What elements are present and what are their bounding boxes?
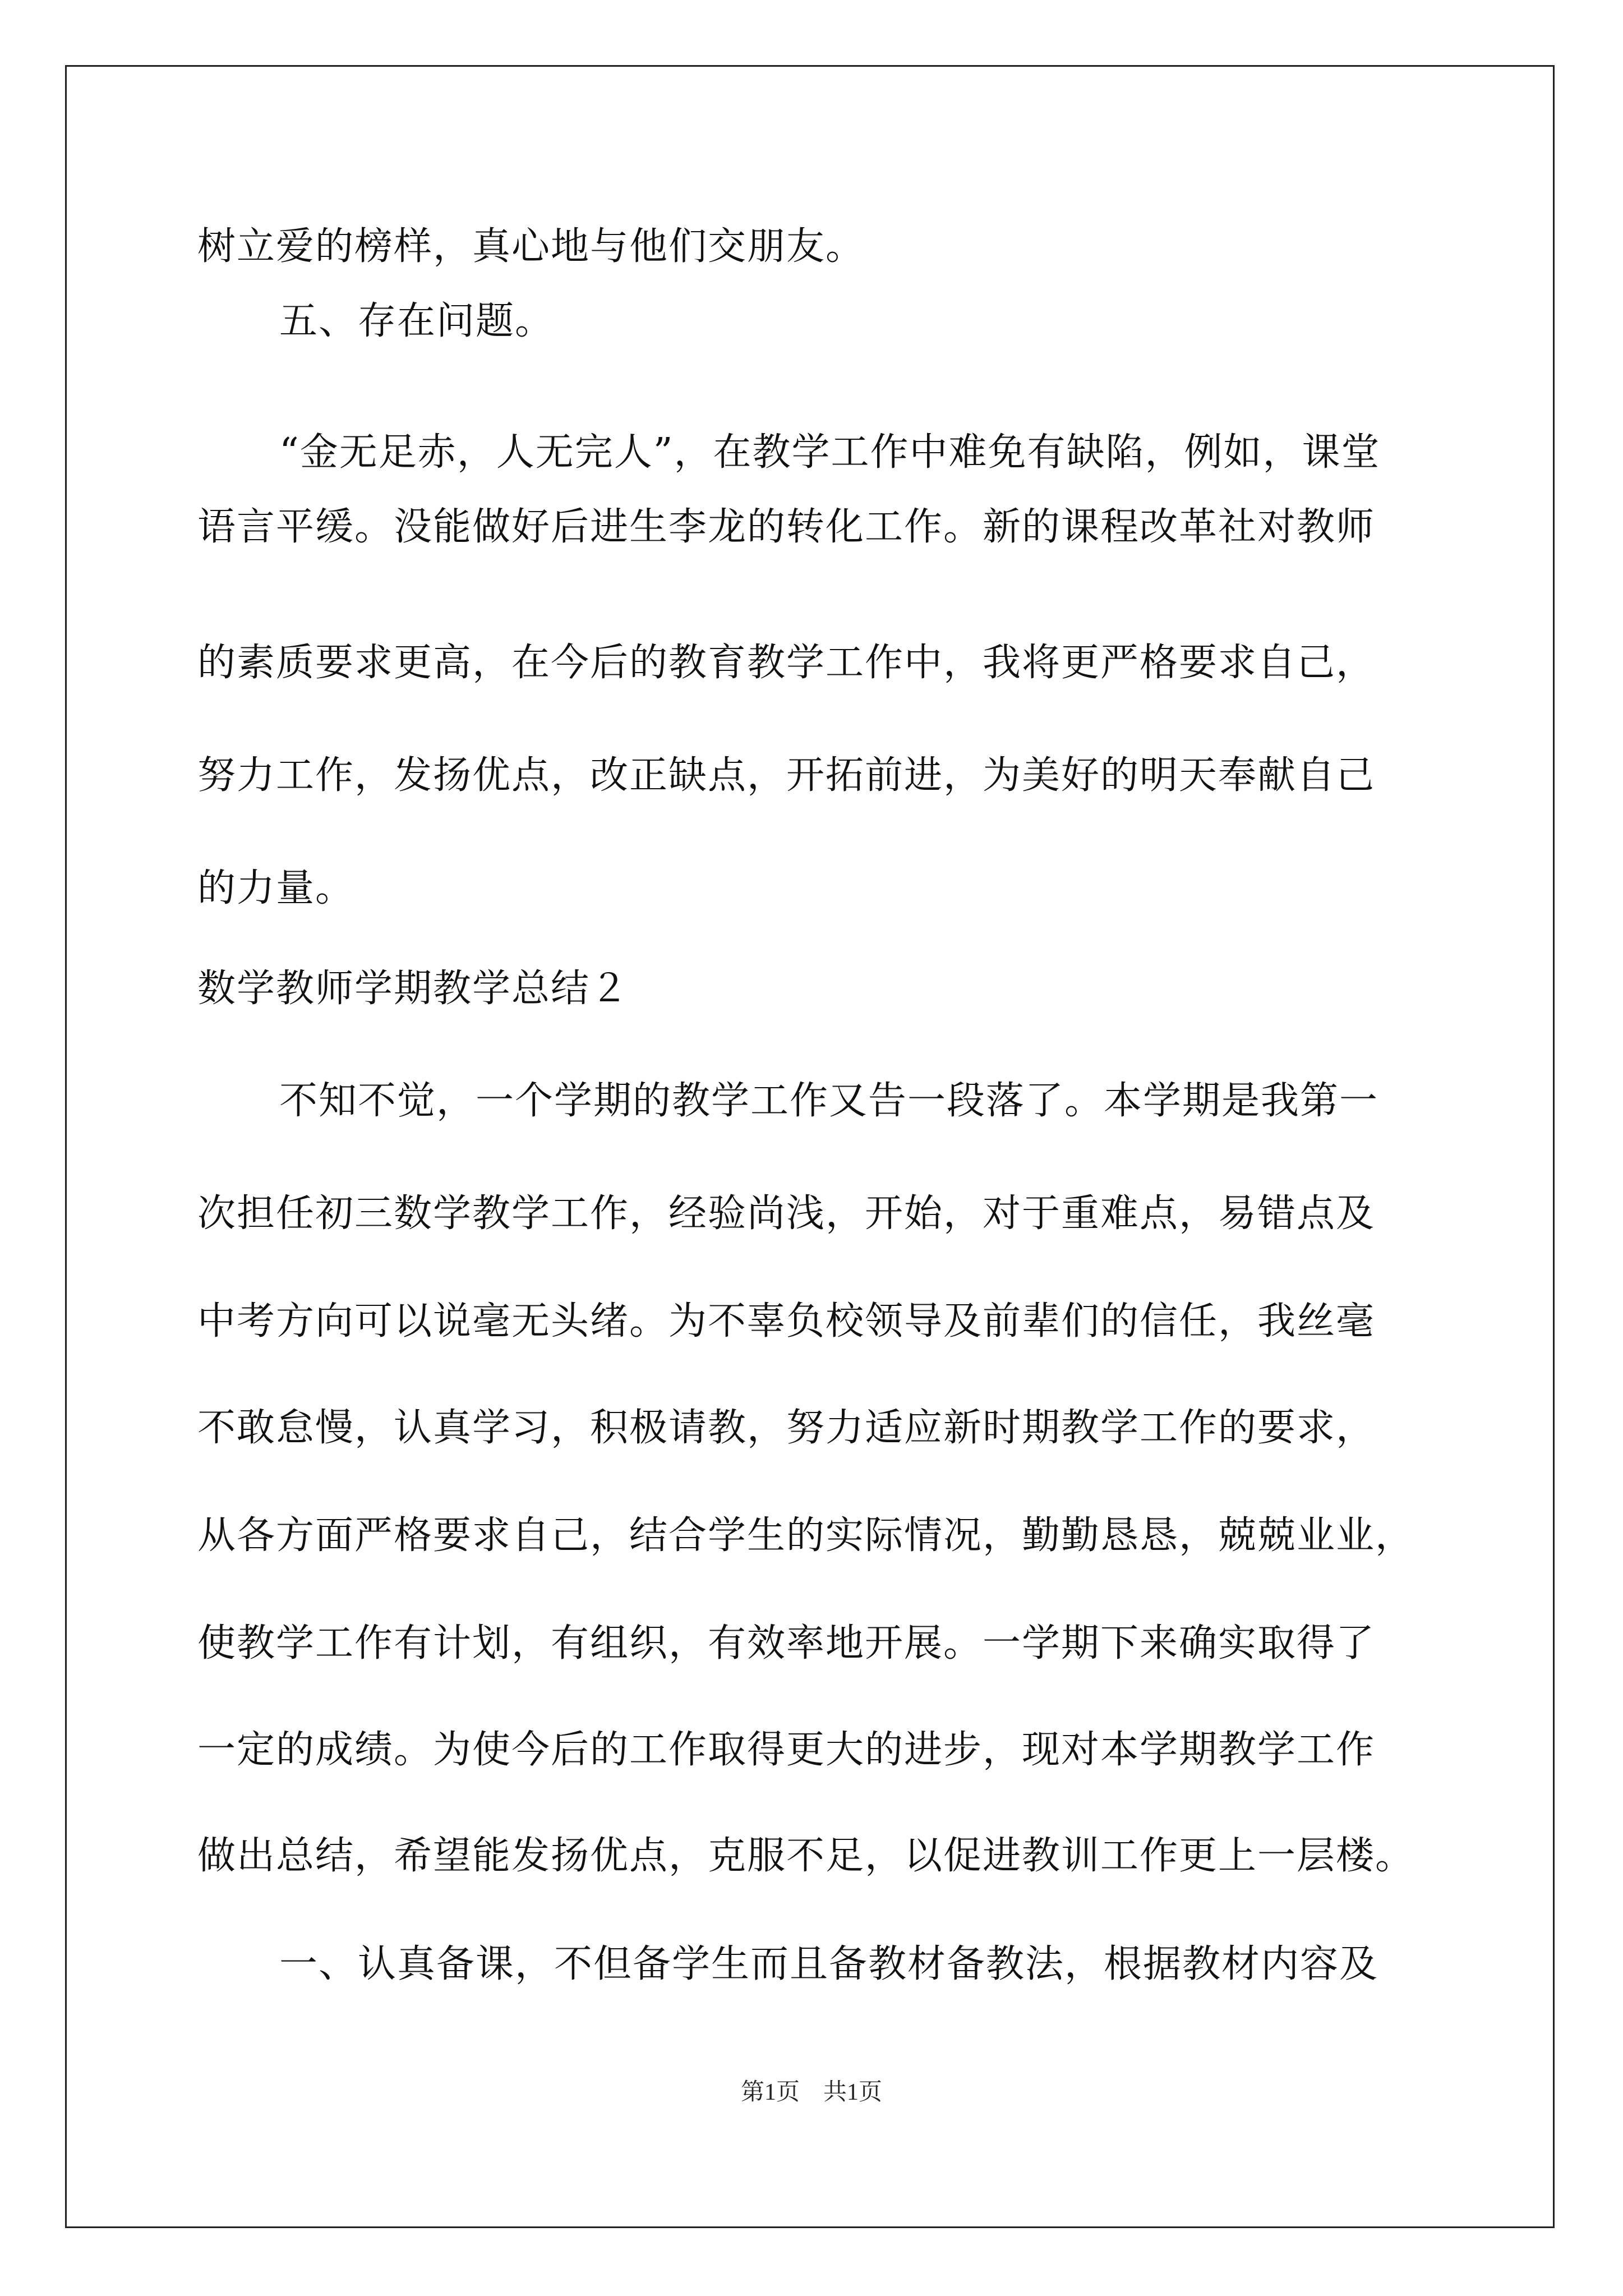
paragraph-line: 次担任初三数学教学工作，经验尚浅，开始，对于重难点，易错点及 [197,1191,1376,1236]
section-heading-problems: 五、存在问题。 [279,299,555,343]
paragraph-line: 一、认真备课，不但备学生而且备教材备教法，根据教材内容及 [279,1942,1379,1986]
paragraph-line: 的力量。 [197,866,355,910]
page-border [65,65,1555,2228]
paragraph-line: 不敢怠慢，认真学习，积极请教，努力适应新时期教学工作的要求， [197,1406,1376,1450]
paragraph-line: 做出总结，希望能发扬优点，克服不足，以促进教训工作更上一层楼。 [197,1834,1415,1878]
paragraph-line: 一定的成绩。为使今后的工作取得更大的进步，现对本学期教学工作 [197,1728,1376,1772]
paragraph-line: 努力工作，发扬优点，改正缺点，开拓前进，为美好的明天奉献自己 [197,753,1376,798]
page-number-footer: 第1页 共1页 [740,2079,882,2105]
paragraph-line: 树立爱的榜样，真心地与他们交朋友。 [197,224,865,269]
paragraph-line: 使教学工作有计划，有组织，有效率地开展。一学期下来确实取得了 [197,1621,1376,1665]
paragraph-line: 中考方向可以说毫无头绪。为不辜负校领导及前辈们的信任，我丝毫 [197,1299,1376,1343]
paragraph-line: 不知不觉，一个学期的教学工作又告一段落了。本学期是我第一 [279,1079,1379,1123]
paragraph-line: 从各方面严格要求自己，结合学生的实际情况，勤勤恳恳，兢兢业业， [197,1513,1415,1558]
section-title: 数学教师学期教学总结２ [197,967,630,1011]
paragraph-line: 语言平缓。没能做好后进生李龙的转化工作。新的课程改革社对教师 [197,505,1376,549]
paragraph-line: “金无足赤，人无完人”，在教学工作中难免有缺陷，例如，课堂 [279,430,1381,475]
paragraph-line: 的素质要求更高，在今后的教育教学工作中，我将更严格要求自己， [197,641,1376,685]
